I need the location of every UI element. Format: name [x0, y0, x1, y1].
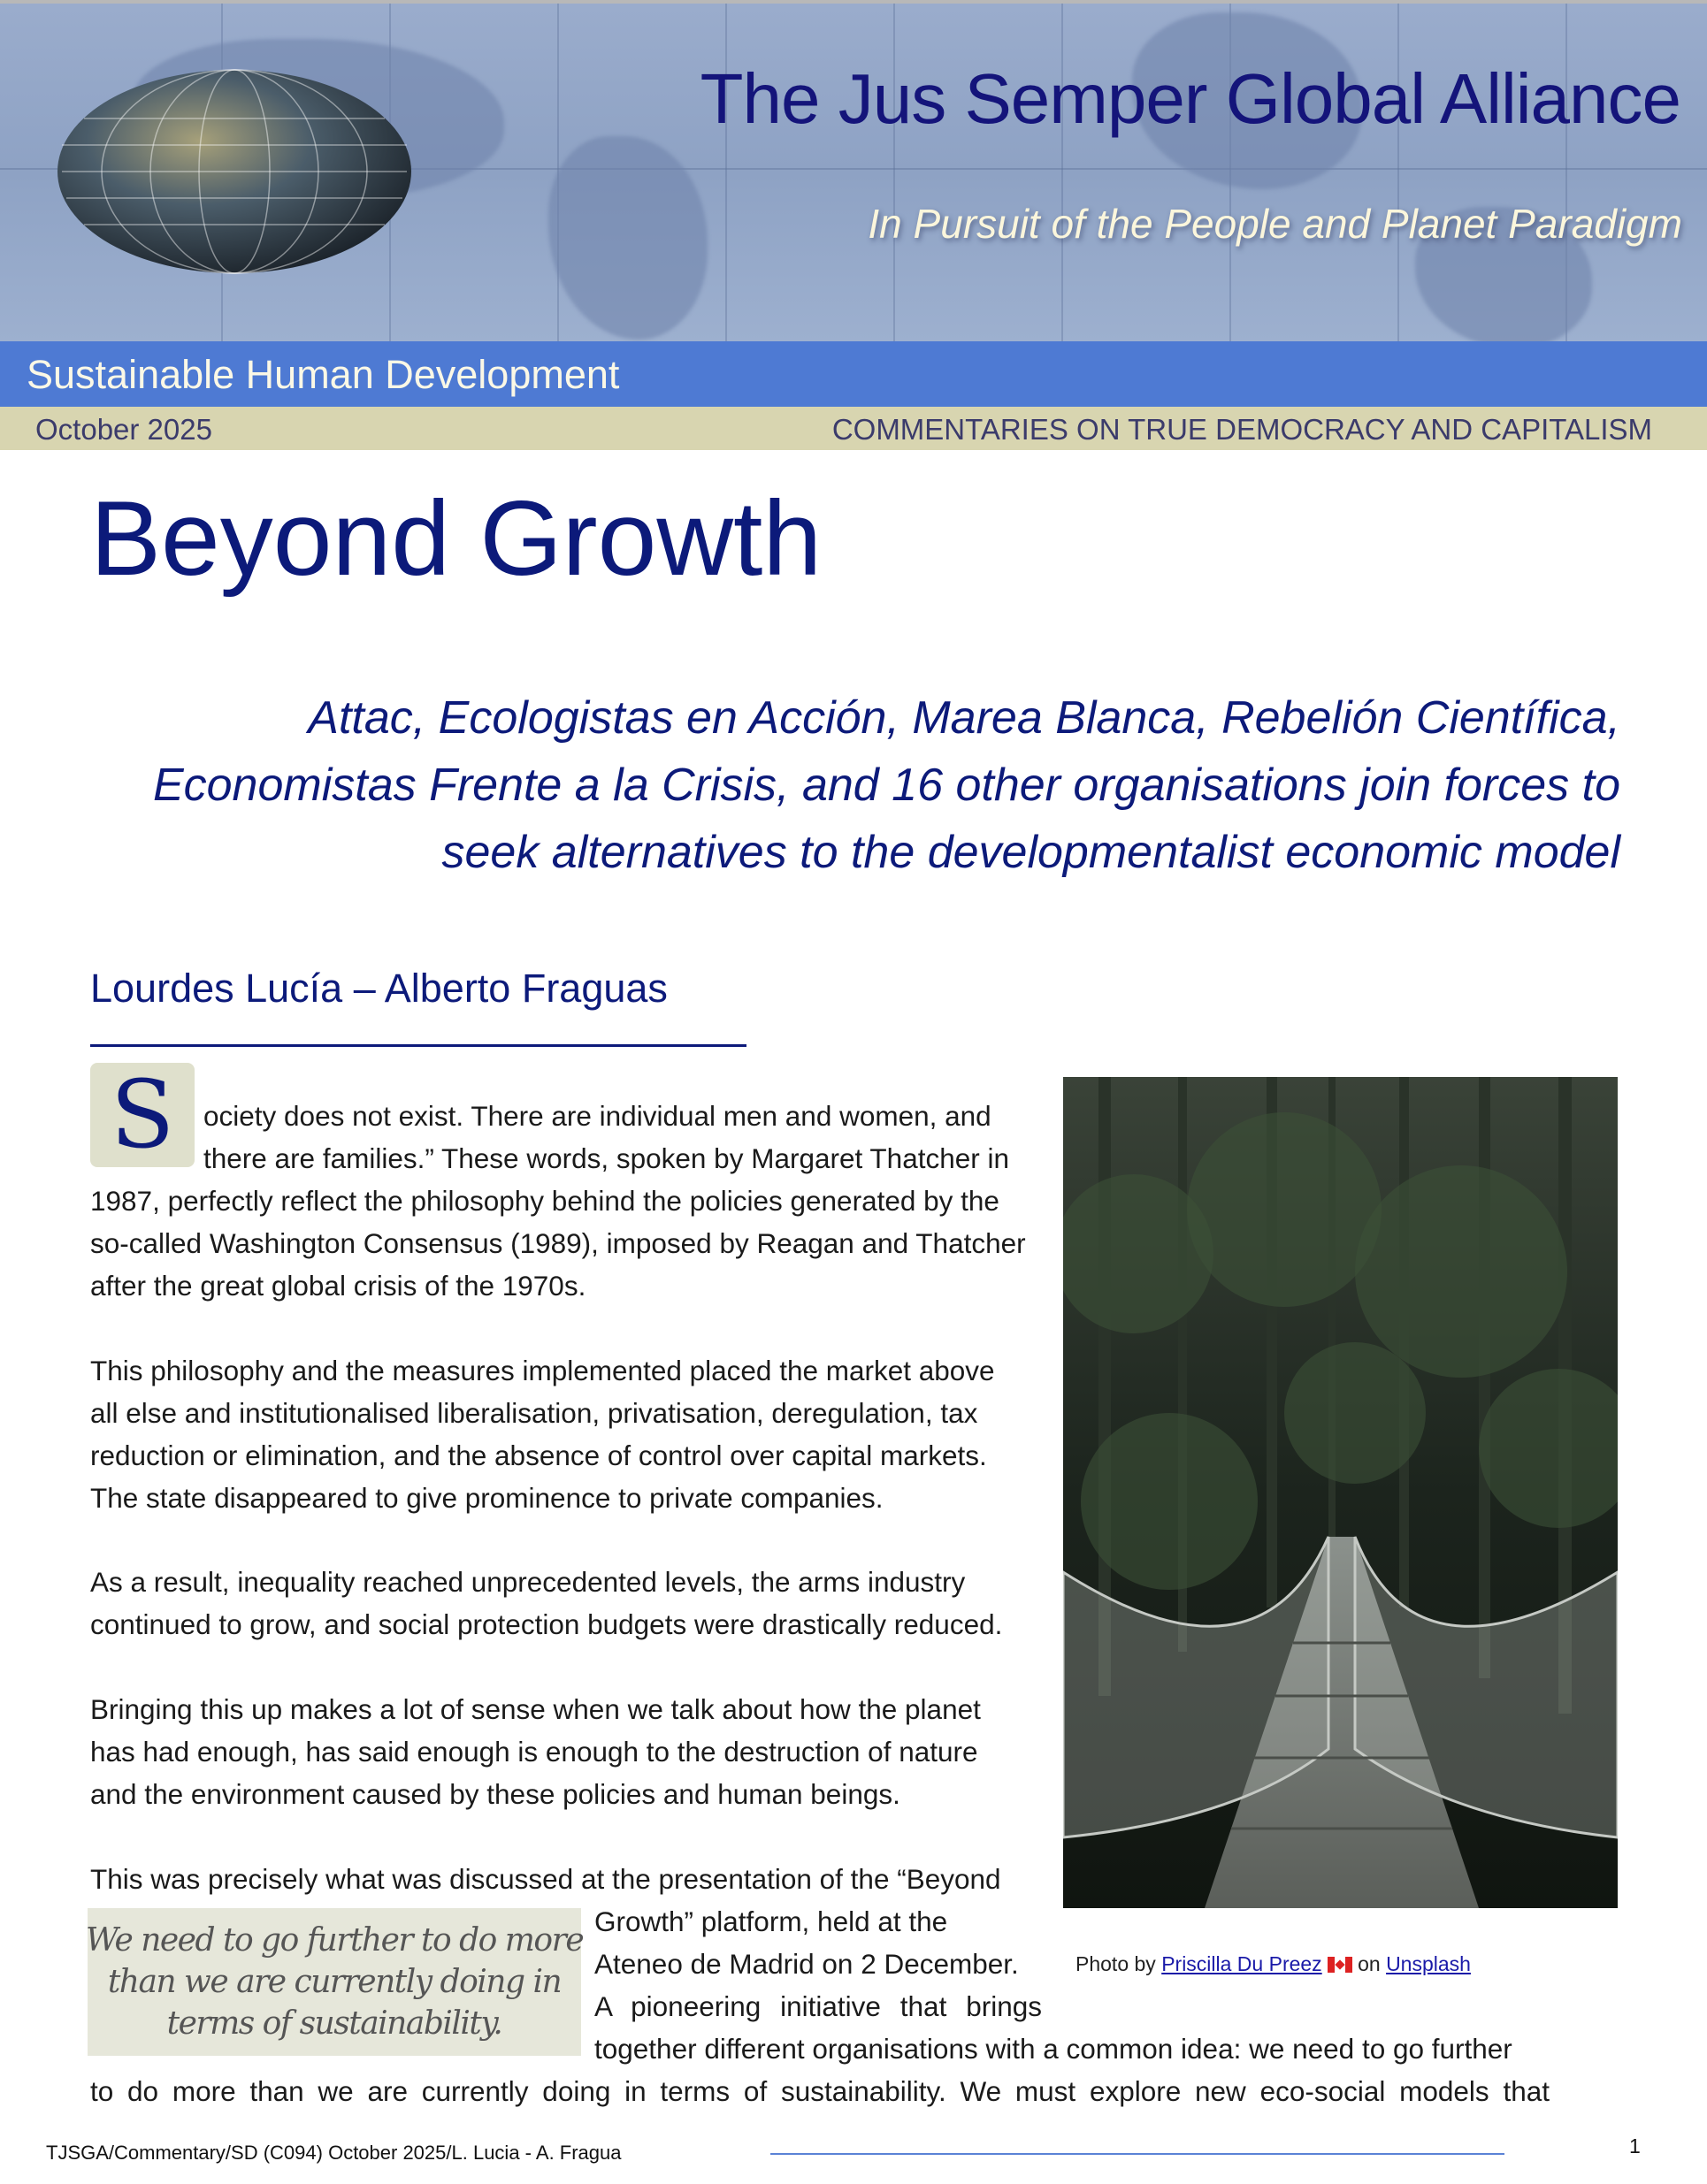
body-line: 1987, perfectly reflect the philosophy behind the policies generated by the: [90, 1185, 999, 1217]
article-subtitle-line: Economistas Frente a la Crisis, and 16 other organisations join forces to: [152, 760, 1620, 811]
article-authors: Lourdes Lucía – Alberto Fraguas: [90, 966, 668, 1011]
body-line: Growth” platform, held at the: [594, 1905, 948, 1937]
body-line: Ateneo de Madrid on 2 December.: [594, 1948, 1019, 1980]
body-line: Bringing this up makes a lot of sense when we talk about how the planet: [90, 1693, 981, 1725]
photographer-link[interactable]: Priscilla Du Preez: [1161, 1952, 1322, 1975]
photo-credit-prefix: Photo by: [1075, 1952, 1156, 1975]
body-line: after the great global crisis of the 1970s.: [90, 1270, 586, 1302]
page-number: 1: [1629, 2134, 1641, 2157]
body-line: together different organisations with a common idea: we need to go further: [594, 2033, 1512, 2065]
drop-cap: S: [90, 1063, 195, 1167]
publisher-tagline: In Pursuit of the People and Planet Paradigm: [868, 201, 1682, 247]
body-line: there are families.” These words, spoken by Margaret Thatcher in: [203, 1142, 1010, 1174]
body-line: so-called Washington Consensus (1989), imposed by Reagan and Thatcher: [90, 1227, 1026, 1259]
series-name: COMMENTARIES ON TRUE DEMOCRACY AND CAPITALISM: [831, 413, 1652, 446]
body-line: ociety does not exist. There are individual men and women, and: [203, 1100, 991, 1132]
forest-bridge-photo: [1063, 1077, 1618, 1908]
body-line: to do more than we are currently doing in terms of sustainability. We must explore new eco-social models that: [90, 2075, 1550, 2107]
body-line: all else and institutionalised liberalisation, privatisation, deregulation, tax: [90, 1397, 978, 1429]
photo-credit-middle: on: [1358, 1952, 1381, 1975]
body-line: reduction or elimination, and the absence of control over capital markets.: [90, 1439, 987, 1471]
pull-quote-line: than we are currently doing in: [107, 1964, 562, 2000]
footer-reference: TJSGA/Commentary/SD (C094) October 2025/L. Lucia - A. Fragua: [46, 2142, 622, 2164]
body-line: As a result, inequality reached unprecedented levels, the arms industry: [90, 1566, 966, 1598]
author-divider: [90, 1044, 746, 1047]
article-title: Beyond Growth: [90, 479, 823, 598]
body-line: The state disappeared to give prominence to private companies.: [90, 1482, 884, 1514]
masthead-banner: [0, 0, 1707, 341]
body-line: and the environment caused by these policies and human beings.: [90, 1778, 900, 1810]
publisher-name: The Jus Semper Global Alliance: [700, 59, 1680, 138]
body-line: This philosophy and the measures implemented placed the market above: [90, 1355, 995, 1386]
article-subtitle-line: Attac, Ecologistas en Acción, Marea Blanca, Rebelión Científica,: [308, 692, 1620, 744]
globe-icon: [44, 57, 425, 286]
pull-quote: [85, 1908, 584, 2056]
body-line: This was precisely what was discussed at the presentation of the “Beyond: [90, 1863, 1001, 1895]
section-name: Sustainable Human Development: [27, 352, 620, 397]
body-line: A pioneering initiative that brings: [594, 1990, 1042, 2022]
canada-flag-icon: [1328, 1957, 1352, 1973]
pull-quote-line: terms of sustainability.: [166, 2005, 502, 2042]
unsplash-link[interactable]: Unsplash: [1386, 1952, 1471, 1975]
issue-date: October 2025: [35, 413, 212, 446]
photo-credit: [1075, 1952, 1471, 1976]
body-line: continued to grow, and social protection budgets were drastically reduced.: [90, 1608, 1003, 1640]
pull-quote-line: We need to go further to do more: [85, 1922, 584, 1959]
article-subtitle-line: seek alternatives to the developmentalist economic model: [441, 827, 1620, 878]
footer-divider: [770, 2153, 1504, 2155]
body-line: has had enough, has said enough is enough to the destruction of nature: [90, 1736, 978, 1768]
